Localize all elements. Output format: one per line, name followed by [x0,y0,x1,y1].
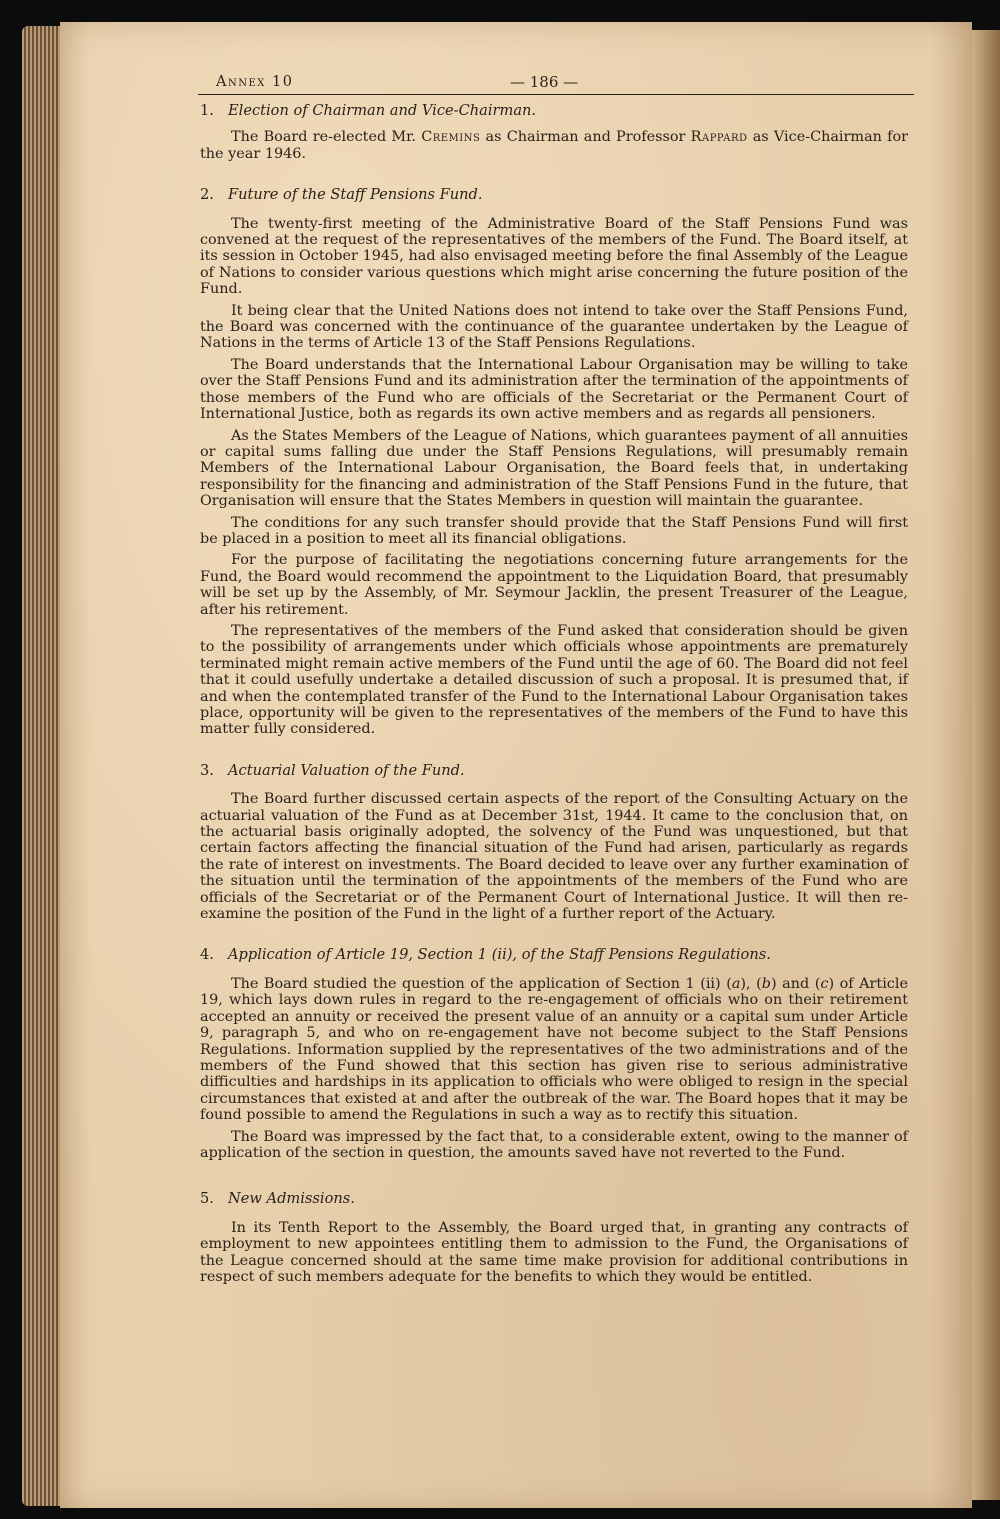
paragraph [200,129,908,162]
paragraph: The conditions for any such transfer should provide that the Staff Pensions Fund will first be placed in a position to meet all its financial obligations. [200,514,908,547]
section-number: 2. [200,186,214,204]
section-title: Actuarial Valuation of the Fund. [228,761,465,779]
person-name: Rappard [690,129,748,146]
section-4 [200,947,908,1161]
italic-letter: b [761,975,771,992]
section-title: Election of Chairman and Vice-Chairman. [228,102,537,119]
section-1 [200,103,908,162]
paragraph: The Board was impressed by the fact that, to a considerable extent, owing to the manner of application of the section in question, the amounts saved have not reverted to the Fund. [200,1128,908,1161]
text-run: ), ( [740,975,762,992]
running-header [198,72,914,95]
annex-label: Annex 10 [216,74,294,90]
section-heading [200,763,908,779]
text-run: The Board re-elected Mr. [231,129,422,146]
paragraph: The representatives of the members of the Fund asked that consideration should be given to the possibility of arrangements under which officials whose appointments are prematurely terminated might remain active members of the Fund until the age of 60. The Board did not feel that it could usefully undertake a detailed discussion of such a proposal. It is presumed that, if and when the contemplated transfer of the Fund to the International Labour Organisation takes place, opportunity will be given to the representatives of the members of the Fund to have this matter fully considered. [200,622,908,738]
section-2 [200,187,908,738]
section-title: New Admissions. [228,1190,355,1208]
section-heading [200,1191,908,1207]
section-title: Future of the Staff Pensions Fund. [228,186,483,204]
paragraph: The twenty-first meeting of the Administrative Board of the Staff Pensions Fund was convened at the request of the representatives of the members of the Fund. The Board itself, at its session in October 1945, had also envisaged meeting before the final Assembly of the League of Nations to consider various questions which might arise concerning the future position of the Fund. [200,215,908,298]
paragraph: For the purpose of facilitating the negotiations concerning future arrangements for the Fund, the Board would recommend the appointment to the Liquidation Board, that presumably will be set up by the Assembly, of Mr. Seymour Jacklin, the present Treasurer of the League, after his retirement. [200,552,908,618]
paragraph: In its Tenth Report to the Assembly, the Board urged that, in granting any contracts of employment to new appointees entitling them to admission to the Fund, the Organisations of the League concerned should at the same time make provision for additional contributions in respect of such members adequate for the benefits to which they would be entitled. [200,1219,908,1285]
section-heading [200,947,908,963]
text-run: ) of Article 19, which lays down rules in regard to the re-engagement of officials who on their retirement accepted an annuity or received the present value of an annuity or a capital sum under Article 9, paragraph 5, and who on re-engagement have not become subject to the Staff Pensions Regulations. Information supplied by the representatives of the two administrations and of the members of the Fund showed that this section has given rise to serious administrative difficulties and hardships in its application to officials who were obliged to resign in the special circumstances that existed at and after the outbreak of the war. The Board hopes that it may be found possible to amend the Regulations in such a way as to rectify this situation. [200,975,908,1124]
binding-edge [972,30,1000,1500]
section-3 [200,763,908,923]
paragraph [200,976,908,1124]
paragraph: The Board further discussed certain aspects of the report of the Consulting Actuary on the actuarial valuation of the Fund as at December 31st, 1944. It came to the conclusion that, on the actuarial basis originally adopted, the solvency of the Fund was unquestioned, but that certain factors affecting the financial situation of the Fund had arisen, particularly as regards the rate of interest on investments. The Board decided to leave over any further examination of the situation until the termination of the appointments of the members of the Fund who are officials of the Secretariat or of the Permanent Court of International Justice. It will then re-examine the position of the Fund in the light of a further report of the Actuary. [200,791,908,923]
section-title: Application of Article 19, Section 1 (ii), of the Staff Pensions Regulations. [228,946,771,964]
text-run: as Chairman and Professor [480,129,691,146]
italic-letter: c [820,975,829,992]
page-content [200,72,908,1285]
section-number: 4. [200,946,214,964]
section-number: 1. [200,102,214,119]
text-run: ) and ( [770,975,821,992]
section-heading [200,187,908,203]
paragraph: As the States Members of the League of Nations, which guarantees payment of all annuities or capital sums falling due under the Staff Pensions Regulations, will presumably remain Members of the International Labour Organisation, the Board feels that, in undertaking responsibility for the financing and administration of the Staff Pensions Fund in the future, that Organisation will ensure that the States Members in question will maintain the guarantee. [200,427,908,510]
section-number: 3. [200,761,214,779]
person-name: Cremins [421,129,481,146]
paragraph: It being clear that the United Nations does not intend to take over the Staff Pensions Fund, the Board was concerned with the continuance of the guarantee undertaken by the League of Nations in the terms of Article 13 of the Staff Pensions Regulations. [200,302,908,352]
section-heading [200,103,908,119]
text-run: as Vice-Chairman for the year 1946. [200,129,908,162]
page-number: — 186 — [510,73,579,91]
section-number: 5. [200,1190,214,1208]
italic-letter: a [731,975,741,992]
section-5 [200,1191,908,1285]
paragraph: The Board understands that the International Labour Organisation may be willing to take over the Staff Pensions Fund and its administration after the termination of the appointments of those members of the Fund who are officials of the Secretariat or the Permanent Court of International Justice, both as regards its own active members and as regards all pensioners. [200,356,908,423]
text-run: The Board studied the question of the application of Section 1 (ii) ( [231,975,732,992]
